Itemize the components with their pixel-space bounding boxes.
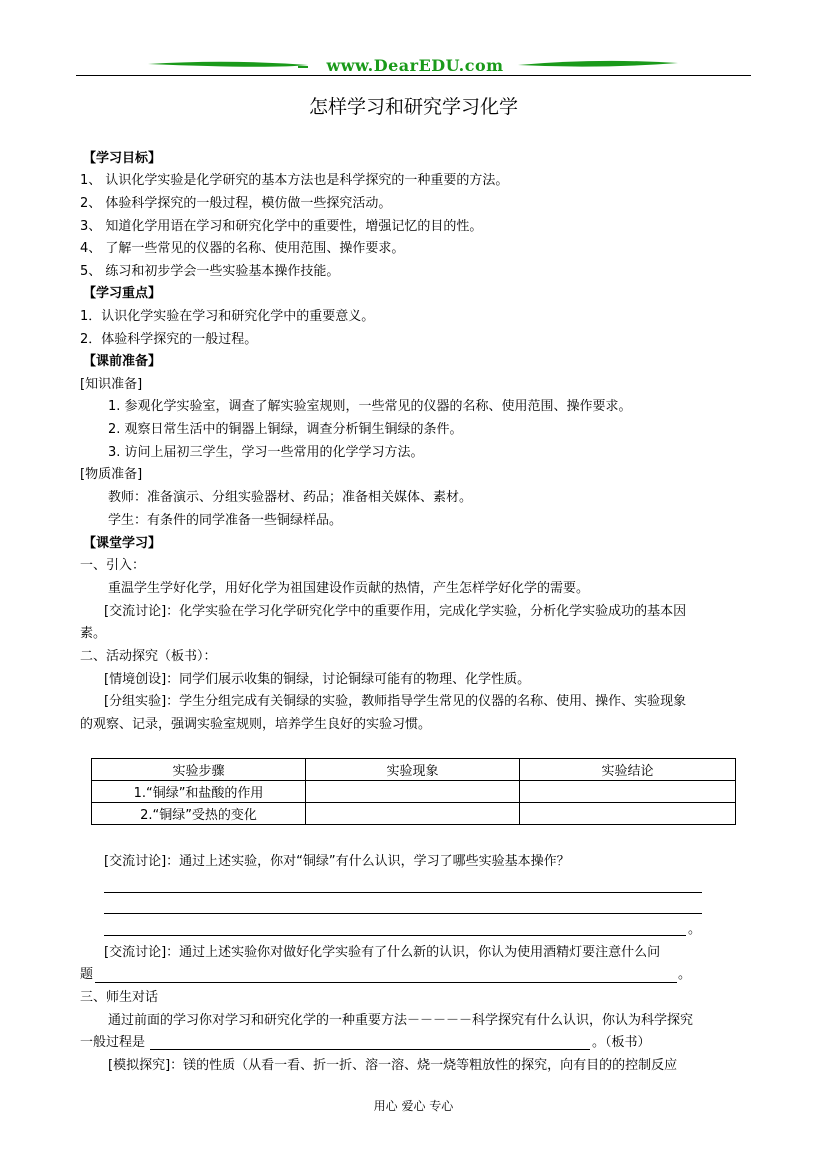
goal-item: 4、 了解一些常见的仪器的名称、使用范围、操作要求。 [80, 241, 405, 256]
goal-item: 3、 知道化学用语在学习和研究化学中的重要性，增强记忆的目的性。 [80, 219, 483, 234]
answer-line [104, 892, 702, 893]
intro-heading: 一、引入： [80, 558, 146, 573]
discussion-question-2: [交流讨论]：通过上述实验你对做好化学实验有了什么新的认识，你认为使用酒精灯要注意什么问 [104, 945, 661, 960]
answer-period: 。 [678, 967, 692, 982]
table-cell [306, 803, 520, 825]
focus-item: 2．体验科学探究的一般过程。 [80, 332, 258, 347]
activity-group-experiment: [分组实验]：学生分组完成有关铜绿的实验，教师指导学生常见的仪器的名称、使用、操作、实验现象 [104, 694, 687, 709]
header-rule [76, 75, 751, 76]
goal-item: 5、 练习和初步学会一些实验基本操作技能。 [80, 264, 340, 279]
knowledge-item: 1. 参观化学实验室，调查了解实验室规则，一些常见的仪器的名称、使用范围、操作要求。 [108, 399, 632, 414]
page-title: 怎样学习和研究学习化学 [308, 96, 518, 118]
table-header: 实验步骤 [92, 759, 306, 781]
table-row [92, 803, 736, 825]
discussion-question-2-cont: 题 [80, 967, 94, 982]
table-cell: 2.“铜绿”受热的变化 [92, 803, 306, 825]
knowledge-item: 2. 观察日常生活中的铜器上铜绿，调查分析铜生铜绿的条件。 [108, 422, 463, 437]
dialog-text-end: 。（板书） [592, 1035, 651, 1050]
focus-heading: 【学习重点】 [83, 286, 162, 301]
knowledge-heading: [知识准备] [80, 377, 143, 392]
material-item: 教师：准备演示、分组实验器材、药品；准备相关媒体、素材。 [108, 490, 473, 505]
table-header: 实验现象 [306, 759, 520, 781]
answer-period: 。 [688, 922, 702, 937]
goal-item: 2、 体验科学探究的一般过程，模仿做一些探究活动。 [80, 196, 392, 211]
intro-text: 重温学生学好化学，用好化学为祖国建设作贡献的热情，产生怎样学好化学的需要。 [108, 581, 590, 596]
class-heading: 【课堂学习】 [83, 536, 162, 551]
intro-discussion-cont: 素。 [80, 626, 107, 641]
table-cell: 1.“铜绿”和盐酸的作用 [92, 781, 306, 803]
goal-item: 1、 认识化学实验是化学研究的基本方法也是科学探究的一种重要的方法。 [80, 173, 509, 188]
answer-line [104, 913, 702, 914]
goals-heading: 【学习目标】 [83, 151, 162, 166]
knowledge-item: 3. 访问上届初三学生，学习一些常用的化学学习方法。 [108, 445, 424, 460]
prep-heading: 【课前准备】 [83, 354, 162, 369]
dialog-text-cont: 一般过程是 [80, 1035, 146, 1050]
dialog-heading: 三、师生对话 [80, 990, 159, 1005]
focus-item: 1．认识化学实验在学习和研究化学中的重要意义。 [80, 309, 375, 324]
site-logo-text: www.DearEDU.com [326, 56, 504, 75]
activity-group-experiment-cont: 的观察、记录，强调实验室规则，培养学生良好的实验习惯。 [80, 717, 432, 732]
activity-heading: 二、活动探究（板书）： [80, 649, 217, 664]
dialog-text: 通过前面的学习你对学习和研究化学的一种重要方法－－－－－科学探究有什么认识，你认为科学探究 [108, 1013, 694, 1028]
answer-line [150, 1049, 590, 1050]
table-cell [520, 803, 736, 825]
table-header: 实验结论 [520, 759, 736, 781]
page-footer: 用心 爱心 专心 [373, 1099, 454, 1113]
activity-scenario: [情境创设]：同学们展示收集的铜绿，讨论铜绿可能有的物理、化学性质。 [104, 672, 531, 687]
answer-line [95, 982, 677, 983]
answer-line [104, 935, 686, 936]
intro-discussion: [交流讨论]：化学实验在学习化学研究化学中的重要作用，完成化学实验，分析化学实验成功的基本因 [104, 604, 687, 619]
experiment-table [91, 758, 736, 825]
material-heading: [物质准备] [80, 467, 143, 482]
material-item: 学生：有条件的同学准备一些铜绿样品。 [108, 513, 343, 528]
table-cell [520, 781, 736, 803]
table-cell [306, 781, 520, 803]
table-row [92, 781, 736, 803]
discussion-question-1: [交流讨论]：通过上述实验，你对“铜绿”有什么认识，学习了哪些实验基本操作？ [104, 854, 570, 869]
table-header-row [92, 759, 736, 781]
simulated-inquiry: [模拟探究]：镁的性质（从看一看、折一折、溶一溶、烧一烧等粗放性的探究，向有目的的控制反应 [108, 1058, 678, 1073]
